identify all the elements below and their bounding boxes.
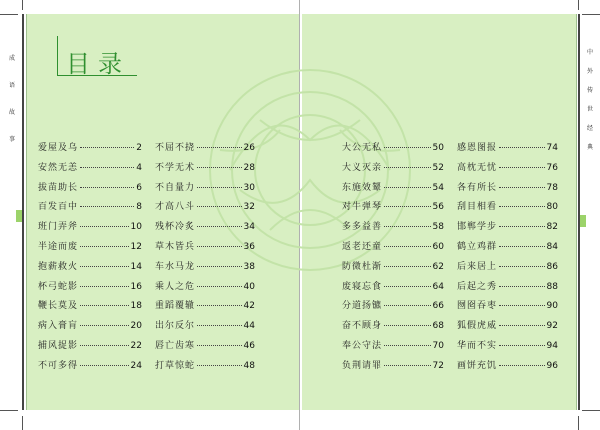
toc-entry-page: 42 (243, 301, 255, 312)
toc-entry-title: 唇亡齿寒 (155, 340, 196, 351)
toc-entry-title: 感恩图报 (457, 143, 498, 153)
toc-entry[interactable] (342, 358, 444, 378)
toc-leader-dots (499, 147, 545, 148)
toc-entry-title: 东施效颦 (342, 182, 383, 193)
right-side-label (584, 48, 596, 162)
toc-entry-page: 62 (432, 261, 444, 272)
toc-leader-dots (197, 266, 242, 267)
toc-entry-title: 返老还童 (342, 241, 383, 252)
toc-entry-page: 10 (130, 222, 142, 233)
toc-entry[interactable] (342, 160, 444, 180)
toc-entry-page: 22 (130, 340, 142, 351)
toc-entry[interactable] (38, 160, 142, 180)
toc-entry-page: 50 (432, 143, 444, 153)
toc-leader-dots (197, 345, 242, 346)
toc-entry-title: 后起之秀 (457, 281, 498, 292)
toc-entry-title: 鹤立鸡群 (457, 241, 498, 252)
toc-entry-page: 6 (136, 182, 142, 193)
toc-entry-page: 40 (243, 281, 255, 292)
toc-leader-dots (80, 147, 134, 148)
toc-leader-dots (197, 305, 242, 306)
toc-entry[interactable] (342, 180, 444, 200)
toc-leader-dots (384, 325, 431, 326)
crop-mark (578, 0, 579, 10)
toc-entry-page: 12 (130, 241, 142, 252)
toc-entry-page: 24 (130, 360, 142, 371)
toc-entry[interactable] (155, 358, 255, 378)
right-spine (578, 14, 580, 410)
toc-entry-title: 车水马龙 (155, 261, 196, 272)
toc-leader-dots (499, 286, 545, 287)
toc-leader-dots (499, 167, 545, 168)
toc-entry-title: 不屈不挠 (155, 143, 196, 153)
toc-entry-page: 52 (432, 162, 444, 173)
side-char: 故 (8, 109, 15, 116)
toc-leader-dots (384, 147, 431, 148)
toc-entry-title: 百发百中 (38, 202, 79, 213)
toc-leader-dots (384, 266, 431, 267)
toc-leader-dots (80, 206, 134, 207)
toc-entry-page: 68 (432, 321, 444, 332)
toc-leader-dots (384, 226, 431, 227)
toc-leader-dots (499, 206, 545, 207)
toc-entry-page: 14 (130, 261, 142, 272)
toc-entry[interactable] (342, 279, 444, 299)
toc-entry[interactable] (38, 358, 142, 378)
toc-entry[interactable] (155, 219, 255, 239)
toc-leader-dots (80, 345, 129, 346)
toc-entry-page: 94 (546, 340, 558, 351)
toc-entry[interactable] (457, 338, 558, 358)
toc-entry-title: 捕风捉影 (38, 340, 79, 351)
toc-entry-page: 2 (136, 143, 142, 153)
toc-entry[interactable] (457, 160, 558, 180)
toc-entry[interactable] (342, 239, 444, 259)
toc-entry-title: 抱薪救火 (38, 261, 79, 272)
toc-entry-title: 打草惊蛇 (155, 360, 196, 371)
toc-entry-title: 安然无恙 (38, 162, 79, 173)
toc-entry-title: 奉公守法 (342, 340, 383, 351)
toc-leader-dots (197, 365, 242, 366)
toc-leader-dots (384, 187, 431, 188)
side-char: 世 (586, 106, 593, 113)
toc-leader-dots (384, 206, 431, 207)
toc-leader-dots (80, 246, 129, 247)
side-char: 典 (586, 144, 593, 151)
right-tab-marker (580, 215, 586, 227)
toc-leader-dots (499, 187, 545, 188)
toc-entry[interactable] (457, 219, 558, 239)
toc-entry[interactable] (155, 298, 255, 318)
toc-entry-page: 74 (546, 143, 558, 153)
left-tab-marker (16, 210, 22, 222)
toc-leader-dots (499, 345, 545, 346)
toc-entry-title: 才高八斗 (155, 202, 196, 213)
toc-leader-dots (384, 305, 431, 306)
toc-entry[interactable] (155, 279, 255, 299)
toc-entry-page: 32 (243, 202, 255, 213)
toc-entry-page: 28 (243, 162, 255, 173)
toc-entry[interactable] (38, 279, 142, 299)
toc-entry[interactable] (38, 338, 142, 358)
toc-entry[interactable] (457, 199, 558, 219)
toc-entry-page: 30 (243, 182, 255, 193)
toc-entry-title: 邯郸学步 (457, 222, 498, 233)
toc-entry[interactable] (342, 318, 444, 338)
toc-column-2 (155, 140, 255, 378)
crop-mark (22, 0, 23, 10)
toc-entry[interactable] (155, 160, 255, 180)
toc-leader-dots (80, 286, 129, 287)
toc-entry-page: 82 (546, 222, 558, 233)
toc-entry-title: 不可多得 (38, 360, 79, 371)
toc-entry-page: 48 (243, 360, 255, 371)
toc-entry-title: 拔苗助长 (38, 182, 79, 193)
left-side-label (6, 54, 18, 162)
toc-entry[interactable] (38, 318, 142, 338)
toc-leader-dots (499, 246, 545, 247)
toc-entry-title: 奋不顾身 (342, 321, 383, 332)
toc-entry-page: 18 (130, 301, 142, 312)
toc-entry-title: 华而不实 (457, 340, 498, 351)
toc-column-1 (38, 140, 142, 378)
toc-entry-page: 90 (546, 301, 558, 312)
crop-mark (0, 14, 18, 15)
side-char: 语 (8, 82, 15, 89)
toc-entry[interactable] (342, 259, 444, 279)
left-spine (22, 14, 24, 410)
toc-entry-title: 半途而废 (38, 241, 79, 252)
toc-leader-dots (80, 365, 129, 366)
side-char: 传 (586, 87, 593, 94)
toc-entry-title: 不自量力 (155, 182, 196, 193)
toc-entry-title: 刮目相看 (457, 202, 498, 213)
toc-entry[interactable] (155, 239, 255, 259)
toc-entry-page: 66 (432, 301, 444, 312)
toc-entry-title: 大义灭亲 (342, 162, 383, 173)
toc-entry-title: 草木皆兵 (155, 241, 196, 252)
toc-entry-title: 残杯冷炙 (155, 222, 196, 233)
toc-entry-title: 负荆请罪 (342, 360, 383, 371)
toc-entry-page: 70 (432, 340, 444, 351)
toc-entry-title: 不学无术 (155, 162, 196, 173)
toc-entry-page: 80 (546, 202, 558, 213)
toc-leader-dots (197, 246, 242, 247)
toc-entry-page: 92 (546, 321, 558, 332)
toc-entry-page: 20 (130, 321, 142, 332)
toc-leader-dots (384, 365, 431, 366)
toc-entry-page: 34 (243, 222, 255, 233)
toc-entry-title: 杯弓蛇影 (38, 281, 79, 292)
toc-entry[interactable] (342, 338, 444, 358)
toc-leader-dots (197, 187, 242, 188)
toc-entry-title: 重蹈覆辙 (155, 301, 196, 312)
toc-entry[interactable] (342, 140, 444, 160)
toc-entry-page: 54 (432, 182, 444, 193)
toc-entry-page: 8 (136, 202, 142, 213)
toc-entry-title: 大公无私 (342, 143, 383, 153)
toc-entry-title: 后来居上 (457, 261, 498, 272)
toc-entry-page: 38 (243, 261, 255, 272)
toc-entry[interactable] (38, 298, 142, 318)
toc-leader-dots (499, 325, 545, 326)
toc-entry-title: 多多益善 (342, 222, 383, 233)
toc-entry[interactable] (457, 298, 558, 318)
toc-entry[interactable] (457, 180, 558, 200)
toc-entry[interactable] (155, 199, 255, 219)
toc-entry[interactable] (38, 239, 142, 259)
toc-leader-dots (80, 266, 129, 267)
toc-entry-title: 囫囵吞枣 (457, 301, 498, 312)
toc-leader-dots (80, 187, 134, 188)
toc-entry-title: 病入膏肓 (38, 321, 79, 332)
toc-entry-title: 爱屋及乌 (38, 143, 79, 153)
title-rule-vertical (57, 36, 58, 76)
toc-entry[interactable] (38, 259, 142, 279)
toc-entry[interactable] (155, 259, 255, 279)
crop-mark (0, 410, 18, 411)
toc-leader-dots (499, 226, 545, 227)
toc-leader-dots (197, 206, 242, 207)
toc-entry-title: 出尔反尔 (155, 321, 196, 332)
toc-entry-page: 64 (432, 281, 444, 292)
crop-mark (582, 410, 600, 411)
toc-entry[interactable] (155, 180, 255, 200)
toc-leader-dots (384, 246, 431, 247)
toc-entry-page: 58 (432, 222, 444, 233)
toc-entry[interactable] (457, 279, 558, 299)
toc-entry-title: 鞭长莫及 (38, 301, 79, 312)
toc-leader-dots (197, 167, 242, 168)
toc-entry[interactable] (457, 259, 558, 279)
toc-entry-title: 各有所长 (457, 182, 498, 193)
page-title: 目录 (66, 50, 130, 78)
toc-entry-page: 44 (243, 321, 255, 332)
toc-leader-dots (80, 305, 129, 306)
toc-entry-title: 分道扬镳 (342, 301, 383, 312)
toc-entry-page: 76 (546, 162, 558, 173)
toc-leader-dots (80, 167, 134, 168)
toc-entry[interactable] (155, 318, 255, 338)
toc-entry-page: 84 (546, 241, 558, 252)
toc-entry-page: 4 (136, 162, 142, 173)
toc-leader-dots (80, 325, 129, 326)
crop-mark (578, 416, 579, 430)
toc-entry-title: 防微杜渐 (342, 261, 383, 272)
toc-entry[interactable] (457, 239, 558, 259)
toc-entry-page: 16 (130, 281, 142, 292)
toc-column-4 (457, 140, 558, 378)
toc-leader-dots (384, 167, 431, 168)
toc-entry-page: 96 (546, 360, 558, 371)
toc-entry[interactable] (342, 219, 444, 239)
toc-entry-title: 废寝忘食 (342, 281, 383, 292)
toc-entry-page: 46 (243, 340, 255, 351)
side-char: 成 (8, 55, 15, 62)
toc-entry-page: 26 (243, 143, 255, 153)
toc-entry-page: 72 (432, 360, 444, 371)
toc-entry-title: 狐假虎威 (457, 321, 498, 332)
toc-entry[interactable] (155, 338, 255, 358)
side-char: 事 (8, 136, 15, 143)
toc-column-3 (342, 140, 444, 378)
side-char: 中 (586, 49, 593, 56)
toc-leader-dots (384, 345, 431, 346)
toc-leader-dots (499, 365, 545, 366)
toc-entry-page: 60 (432, 241, 444, 252)
toc-entry[interactable] (457, 318, 558, 338)
toc-leader-dots (499, 305, 545, 306)
toc-entry-page: 88 (546, 281, 558, 292)
toc-entry[interactable] (38, 180, 142, 200)
toc-entry[interactable] (38, 199, 142, 219)
toc-entry[interactable] (38, 140, 142, 160)
crop-mark (582, 14, 600, 15)
toc-entry[interactable] (342, 298, 444, 318)
toc-leader-dots (197, 325, 242, 326)
toc-entry-title: 高枕无忧 (457, 162, 498, 173)
toc-entry-title: 对牛弹琴 (342, 202, 383, 213)
toc-leader-dots (80, 226, 129, 227)
toc-entry[interactable] (457, 140, 558, 160)
toc-entry[interactable] (38, 219, 142, 239)
toc-leader-dots (197, 286, 242, 287)
toc-entry-page: 78 (546, 182, 558, 193)
toc-entry-page: 86 (546, 261, 558, 272)
toc-leader-dots (197, 147, 242, 148)
side-char: 外 (586, 68, 593, 75)
toc-entry-page: 36 (243, 241, 255, 252)
toc-entry[interactable] (457, 358, 558, 378)
toc-entry-title: 乘人之危 (155, 281, 196, 292)
side-char: 经 (586, 125, 593, 132)
toc-entry[interactable] (155, 140, 255, 160)
toc-entry-page: 56 (432, 202, 444, 213)
toc-entry[interactable] (342, 199, 444, 219)
toc-leader-dots (499, 266, 545, 267)
crop-mark (22, 416, 23, 430)
toc-entry-title: 画饼充饥 (457, 360, 498, 371)
toc-leader-dots (197, 226, 242, 227)
toc-leader-dots (384, 286, 431, 287)
toc-entry-title: 班门弄斧 (38, 222, 79, 233)
